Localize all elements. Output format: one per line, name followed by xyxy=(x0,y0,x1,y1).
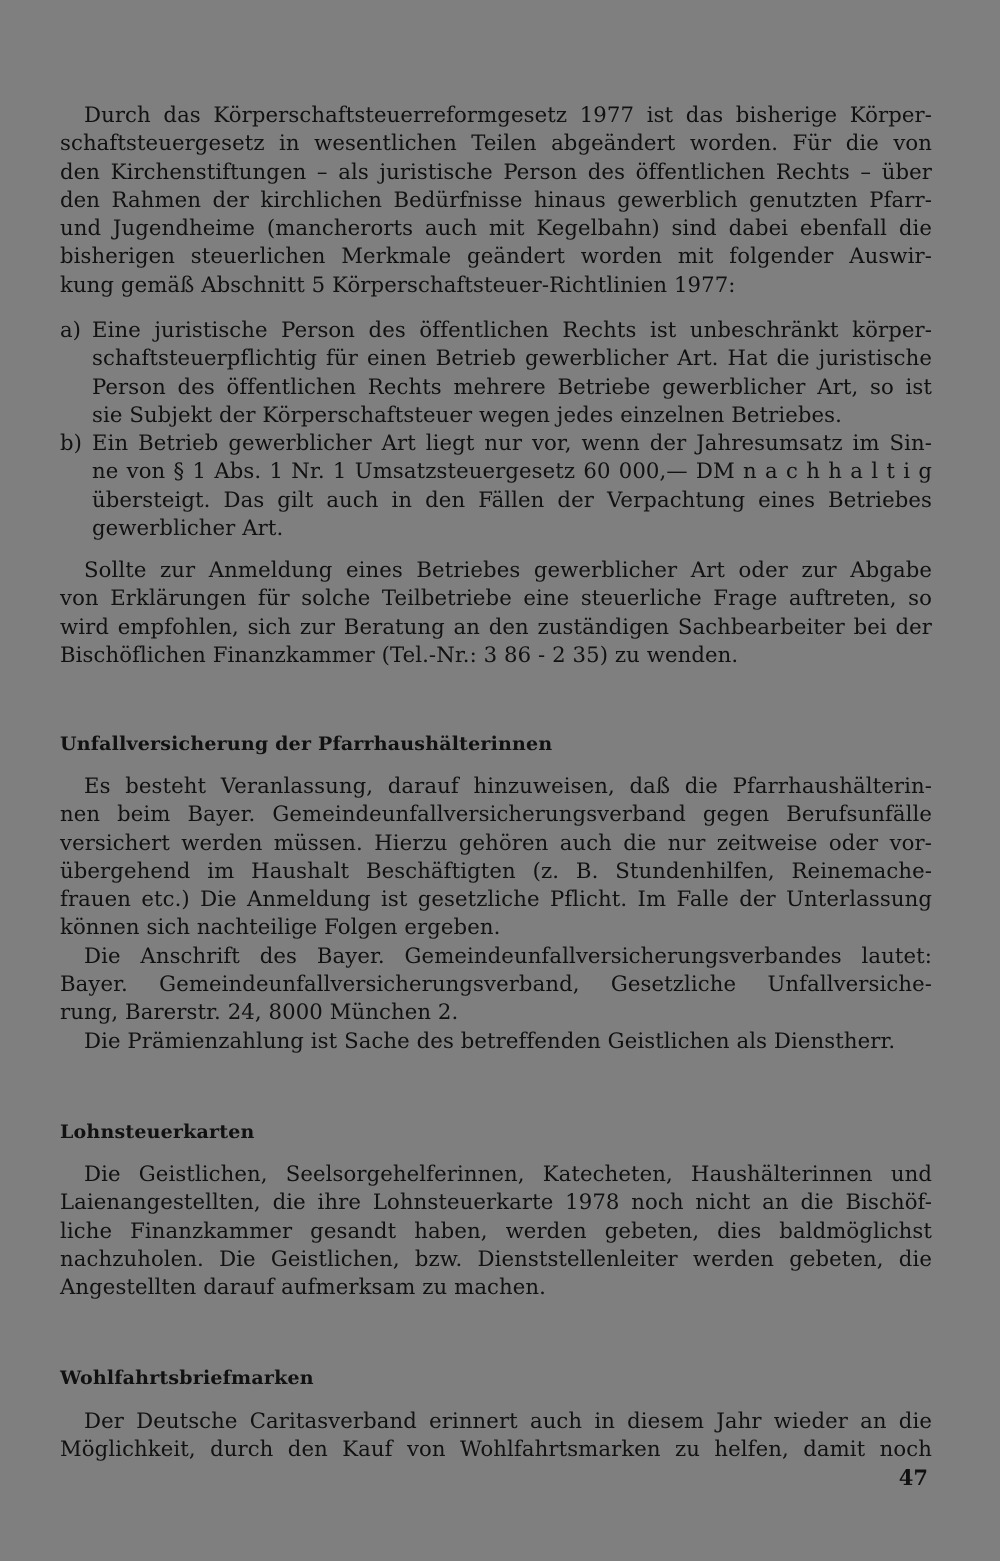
section-heading: Lohnsteuerkarten xyxy=(60,1121,255,1143)
text-line: Bayer. Gemeindeunfallversicherungsverband, Gesetzliche Unfallversiche- xyxy=(60,971,932,997)
text-line: nachzuholen. Die Geistlichen, bzw. Dienststellenleiter werden gebeten, die xyxy=(60,1245,932,1271)
advice-paragraph xyxy=(60,556,932,669)
text-line: Es besteht Veranlassung, darauf hinzuweisen, daß die Pfarrhaushälterin- xyxy=(84,773,932,798)
text-line: kung gemäß Abschnitt 5 Körperschaftsteuer-Richtlinien 1977: xyxy=(60,271,736,297)
text-line: schaftsteuergesetz in wesentlichen Teilen abgeändert worden. Für die von xyxy=(60,130,932,156)
text-line: Möglichkeit, durch den Kauf von Wohlfahrtsmarken zu helfen, damit noch xyxy=(60,1436,932,1462)
text-line: können sich nachteilige Folgen ergeben. xyxy=(60,914,501,940)
text-line: den Rahmen der kirchlichen Bedürfnisse hinaus gewerblich genutzten Pfarr- xyxy=(60,186,932,212)
text-line: sie Subjekt der Körperschaftsteuer wegen jedes einzelnen Betriebes. xyxy=(92,401,842,427)
wohlfahrt-paragraph xyxy=(60,1407,932,1464)
text-line: Person des öffentlichen Rechts mehrere Betriebe gewerblicher Art, so ist xyxy=(92,373,932,399)
text-line: Laienangestellten, die ihre Lohnsteuerkarte 1978 noch nicht an die Bischöf- xyxy=(60,1189,932,1215)
list-item xyxy=(60,429,932,542)
text-line: Ein Betrieb gewerblicher Art liegt nur vor, wenn der Jahresumsatz im Sin- xyxy=(92,430,932,456)
text-line: und Jugendheime (mancherorts auch mit Kegelbahn) sind dabei ebenfall die xyxy=(60,215,932,241)
text-line: Sollte zur Anmeldung eines Betriebes gewerblicher Art oder zur Abgabe xyxy=(84,557,932,582)
text-line: liche Finanzkammer gesandt haben, werden gebeten, dies baldmöglichst xyxy=(60,1217,932,1243)
lohn-paragraph xyxy=(60,1160,932,1301)
section-heading: Wohlfahrtsbriefmarken xyxy=(60,1367,314,1389)
text-line: von Erklärungen für solche Teilbetriebe eine steuerliche Frage auftreten, so xyxy=(60,585,932,611)
text-line: den Kirchenstiftungen – als juristische Person des öffentlichen Rechts – über xyxy=(60,158,932,184)
text-line: wird empfohlen, sich zur Beratung an den zuständigen Sachbearbeiter bei der xyxy=(60,613,932,639)
text-line: Die Anschrift des Bayer. Gemeindeunfallversicherungsverbandes lautet: xyxy=(84,942,932,968)
text-line: übersteigt. Das gilt auch in den Fällen der Verpachtung eines Betriebes xyxy=(92,486,932,512)
intro-paragraph xyxy=(60,101,932,299)
text-line: Der Deutsche Caritasverband erinnert auch in diesem Jahr wieder an die xyxy=(84,1408,932,1433)
text-line: frauen etc.) Die Anmeldung ist gesetzliche Pflicht. Im Falle der Unterlassung xyxy=(60,886,932,912)
list-item xyxy=(60,316,932,429)
text-line: Bischöflichen Finanzkammer (Tel.-Nr.: 3 86 - 2 35) zu wenden. xyxy=(60,641,739,667)
text-line: übergehend im Haushalt Beschäftigten (z. B. Stundenhilfen, Reinemache- xyxy=(60,857,932,883)
text-line: rung, Barerstr. 24, 8000 München 2. xyxy=(60,999,459,1025)
text-line: nen beim Bayer. Gemeindeunfallversicherungsverband gegen Berufsunfälle xyxy=(60,801,932,827)
list-marker: a) xyxy=(60,317,81,342)
list xyxy=(60,316,932,542)
text-line: bisherigen steuerlichen Merkmale geändert worden mit folgender Auswir- xyxy=(60,243,932,269)
text-line: versichert werden müssen. Hierzu gehören auch die nur zeitweise oder vor- xyxy=(60,829,932,855)
list-marker: b) xyxy=(60,430,82,456)
text-line: Angestellten darauf aufmerksam zu machen. xyxy=(60,1274,546,1300)
text-line: ne von § 1 Abs. 1 Nr. 1 Umsatzsteuergesetz 60 000,— DM n a c h h a l t i g xyxy=(92,458,932,484)
text-line: schaftsteuerpflichtig für einen Betrieb gewerblicher Art. Hat die juristische xyxy=(92,345,932,371)
text-line: Eine juristische Person des öffentlichen Rechts ist unbeschränkt körper- xyxy=(92,317,932,342)
section-heading: Unfallversicherung der Pfarrhaushälterinnen xyxy=(60,733,553,755)
text-line: gewerblicher Art. xyxy=(92,515,284,541)
text-line: Durch das Körperschaftsteuerreformgesetz 1977 ist das bisherige Körper- xyxy=(84,102,932,127)
text-line: Die Geistlichen, Seelsorgehelferinnen, Katecheten, Haushälterinnen und xyxy=(84,1161,932,1186)
unfall-paragraph xyxy=(60,772,932,1055)
text-line: Die Prämienzahlung ist Sache des betreffenden Geistlichen als Dienstherr. xyxy=(84,1027,896,1053)
page-number: 47 xyxy=(898,1465,928,1490)
